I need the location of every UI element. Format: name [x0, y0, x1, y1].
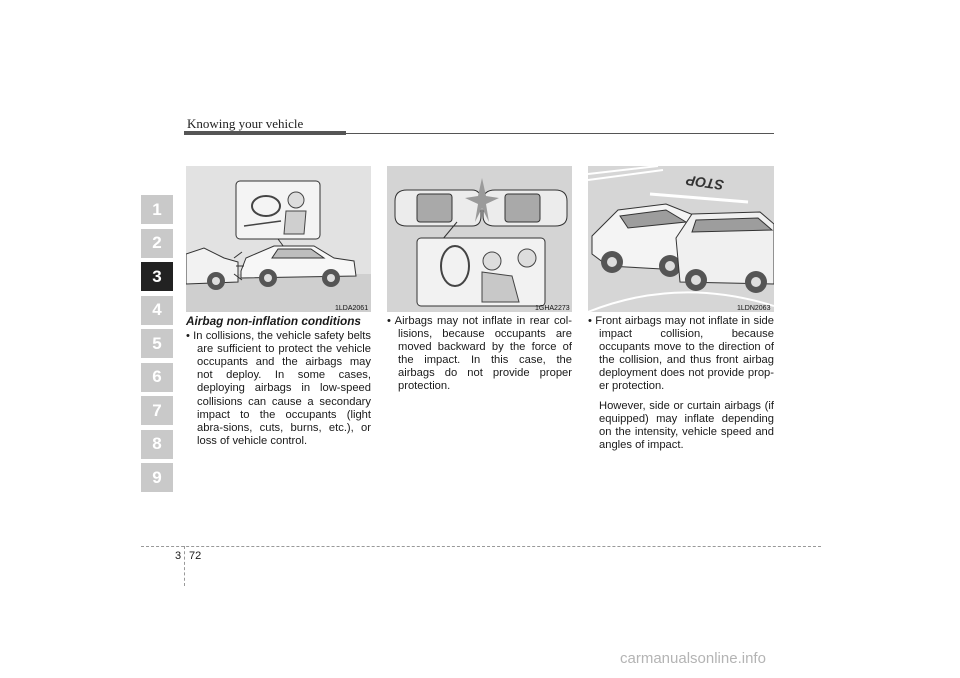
illustration-side-impact — [588, 166, 774, 312]
header-rule-thin — [346, 133, 774, 134]
chapter-tab-1[interactable]: 1 — [141, 195, 173, 224]
bullet-low-speed: • In collisions, the vehicle safety belts are sufficient to protect the vehicle occupants and the airbags may not deploy. In some cases, deploying airbags in low-speed collisions can cause a secondary impact to the occupants (light abra-sions, cuts, burns, etc.), or loss of vehicle control. — [186, 330, 371, 447]
figure-code-middle: 1GHA2273 — [535, 305, 570, 312]
watermark: carmanualsonline.info — [620, 650, 766, 667]
text-column-2 — [387, 315, 572, 394]
footer-chapter-number: 3 — [175, 550, 182, 562]
figure-code-left: 1LDA2061 — [335, 305, 369, 312]
chapter-tab-9[interactable]: 9 — [141, 463, 173, 492]
chapter-tab-7[interactable]: 7 — [141, 396, 173, 425]
footer-page-number: 72 — [189, 550, 202, 562]
chapter-tab-8[interactable]: 8 — [141, 430, 173, 459]
chapter-tabs — [141, 195, 173, 497]
footer-divider — [184, 546, 185, 586]
footer-rule — [141, 546, 821, 547]
chapter-tab-2[interactable]: 2 — [141, 229, 173, 258]
figure-code-right: 1LDN2063 — [737, 305, 771, 312]
bullet-rear-collision: • Airbags may not inflate in rear col-lisions, because occupants are moved backward by the force of the impact. In this case, the airbags do not provide proper protection. — [387, 315, 572, 393]
illustration-rear-collision — [387, 166, 572, 312]
chapter-tab-5[interactable]: 5 — [141, 329, 173, 358]
section-heading: Airbag non-inflation conditions — [186, 314, 361, 328]
stop-road-marking: STOP — [685, 172, 725, 194]
header-rule-thick — [184, 131, 346, 135]
chapter-tab-4[interactable]: 4 — [141, 296, 173, 325]
bullet-side-impact: • Front airbags may not inflate in side impact collision, because occupants move to the direction of the collision, and thus front airbag deployment does not provide prop-er protection. — [588, 315, 774, 393]
side-curtain-note: However, side or curtain airbags (if equipped) may inflate depending on the intensity, vehicle speed and angles of impact. — [599, 399, 774, 451]
chapter-tab-6[interactable]: 6 — [141, 363, 173, 392]
text-column-1 — [186, 315, 371, 448]
text-column-3 — [588, 315, 774, 452]
page-header-title: Knowing your vehicle — [187, 116, 304, 131]
illustration-low-speed-collision — [186, 166, 371, 312]
chapter-tab-3[interactable]: 3 — [141, 262, 173, 291]
